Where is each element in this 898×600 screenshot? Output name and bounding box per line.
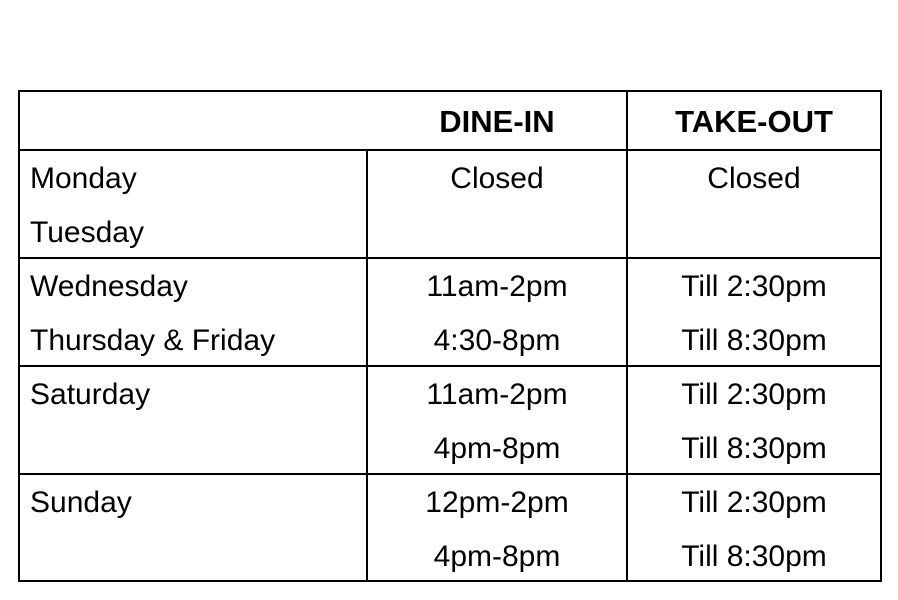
- header-divider: [18, 149, 882, 151]
- dine-in-hours: 11am-2pm: [426, 378, 568, 411]
- take-out-hours: Till 8:30pm: [681, 432, 827, 465]
- take-out-header: TAKE-OUT: [675, 104, 833, 139]
- dine-in-hours: 4:30-8pm: [433, 324, 561, 357]
- dine-in-hours: Closed: [450, 162, 544, 195]
- day-label: Tuesday: [30, 216, 144, 249]
- take-out-hours: Till 8:30pm: [681, 324, 827, 357]
- day-label: Sunday: [30, 486, 132, 519]
- day-label: Saturday: [30, 378, 151, 411]
- day-label: Thursday & Friday: [30, 324, 276, 357]
- dine-in-hours: 4pm-8pm: [433, 432, 561, 465]
- take-out-hours: Closed: [707, 162, 801, 195]
- row-divider: [18, 257, 882, 259]
- dine-in-hours: 11am-2pm: [426, 270, 568, 303]
- table-right-border: [880, 90, 882, 582]
- take-out-hours: Till 2:30pm: [681, 270, 827, 303]
- take-out-hours: Till 2:30pm: [681, 486, 827, 519]
- table-top-border: [18, 90, 882, 92]
- day-label: Wednesday: [30, 270, 188, 303]
- take-out-hours: Till 8:30pm: [681, 540, 827, 573]
- dine-in-hours: 4pm-8pm: [433, 540, 561, 573]
- take-out-hours: Till 2:30pm: [681, 378, 827, 411]
- dine-in-header: DINE-IN: [439, 104, 555, 139]
- dine-in-hours: 12pm-2pm: [425, 486, 569, 519]
- day-label: Monday: [30, 162, 137, 195]
- hours-table: [18, 90, 882, 582]
- table-left-border: [18, 90, 20, 582]
